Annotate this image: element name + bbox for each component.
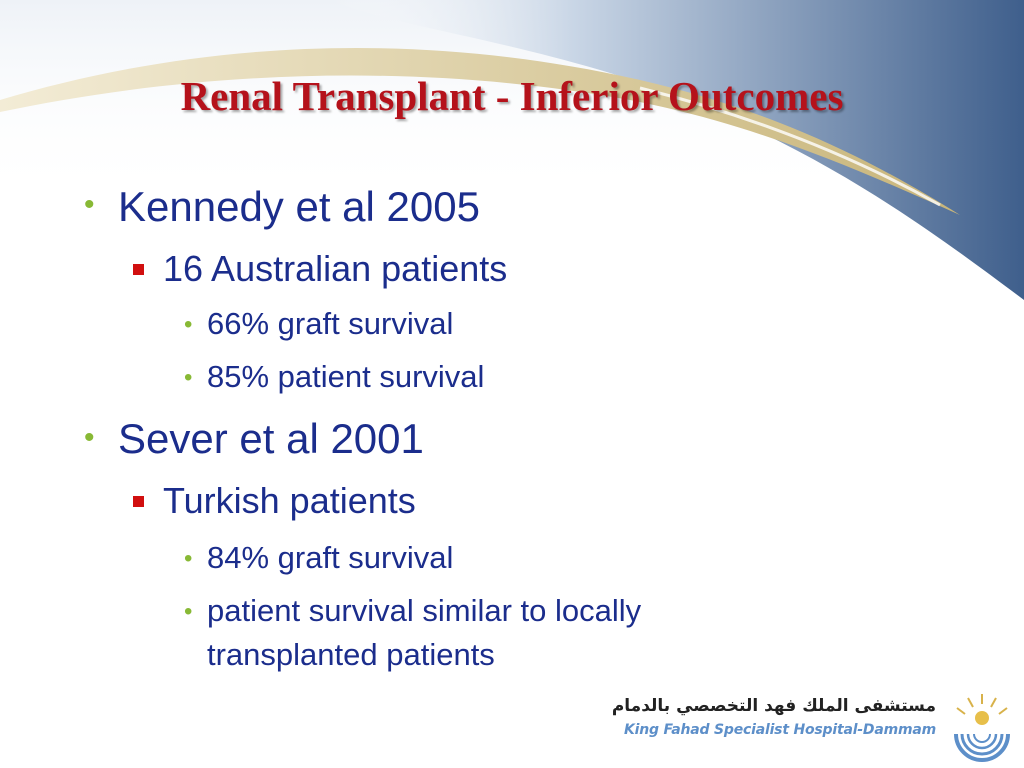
green-dot-icon: • — [84, 188, 95, 221]
red-square-icon — [133, 264, 144, 275]
sub-bullet-australian: 16 Australian patients — [163, 248, 508, 289]
green-dot-icon: • — [184, 311, 193, 338]
bullet-sever: Sever et al 2001 — [118, 415, 424, 462]
green-dot-icon: • — [184, 545, 193, 572]
bullet-kennedy: Kennedy et al 2005 — [118, 183, 480, 230]
sub-bullet-turkish: Turkish patients — [163, 480, 416, 521]
green-dot-icon: • — [84, 421, 95, 454]
item-patient-survival-similar-cont: transplanted patients — [207, 637, 495, 672]
sun-seal-icon — [946, 690, 1018, 764]
logo-arabic-name: مستشفى الملك فهد التخصصي بالدمام — [611, 696, 936, 716]
item-patient-survival-similar: patient survival similar to locally — [207, 593, 642, 628]
item-graft-survival-66: 66% graft survival — [207, 306, 454, 341]
red-square-icon — [133, 496, 144, 507]
hospital-logo — [611, 688, 1024, 768]
green-dot-icon: • — [184, 364, 193, 391]
item-graft-survival-84: 84% graft survival — [207, 540, 454, 575]
item-patient-survival-85: 85% patient survival — [207, 359, 485, 394]
green-dot-icon: • — [184, 598, 193, 625]
logo-english-name: King Fahad Specialist Hospital-Dammam — [624, 722, 936, 738]
slide-title: Renal Transplant - Inferior Outcomes — [180, 73, 844, 119]
